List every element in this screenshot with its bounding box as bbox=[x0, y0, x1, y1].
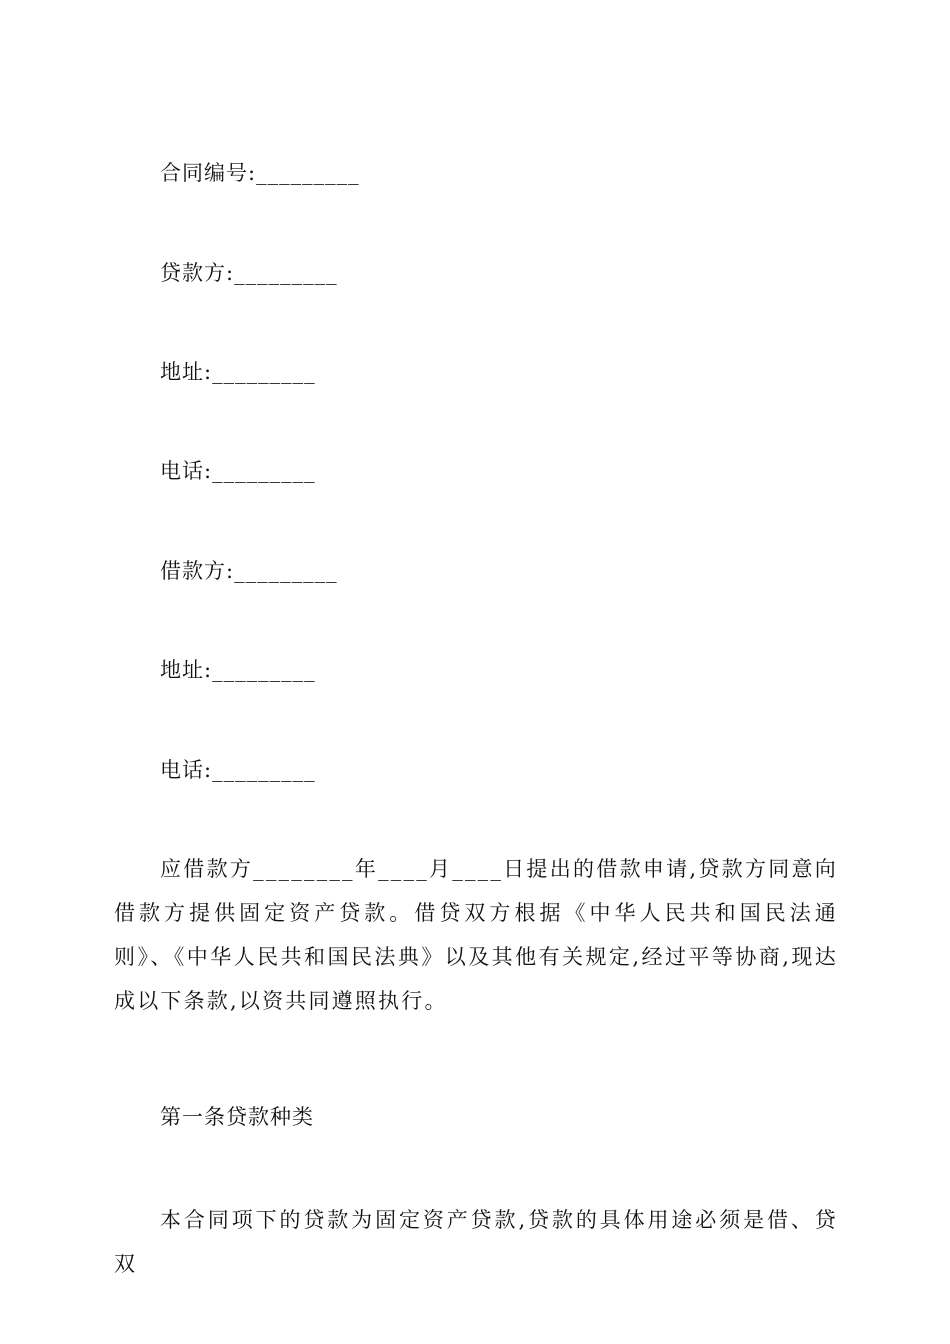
borrower-line: 借款方:_________ bbox=[160, 559, 338, 583]
borrower-phone-line: 电话:_________ bbox=[160, 758, 316, 782]
lender-phone-line: 电话:_________ bbox=[160, 459, 316, 483]
preamble-paragraph: 应借款方________年____月____日提出的借款申请,贷款方同意向借款方提供固定资产贷款。借贷双方根据《中华人民共和国民法通则》、《中华人民共和国民法典》以及其他有关规定,经过平等协商,现达成以下条款,以资共同遵照执行。 bbox=[114, 857, 838, 1013]
article-1-title: 第一条贷款种类 bbox=[160, 1105, 314, 1129]
lender-address-line: 地址:_________ bbox=[160, 360, 316, 384]
contract-number-line: 合同编号:_________ bbox=[160, 161, 360, 185]
article-1-text: 本合同项下的贷款为固定资产贷款,贷款的具体用途必须是借、贷双 bbox=[114, 1208, 838, 1276]
lender-line: 贷款方:_________ bbox=[160, 261, 338, 285]
borrower-address-line: 地址:_________ bbox=[160, 658, 316, 682]
